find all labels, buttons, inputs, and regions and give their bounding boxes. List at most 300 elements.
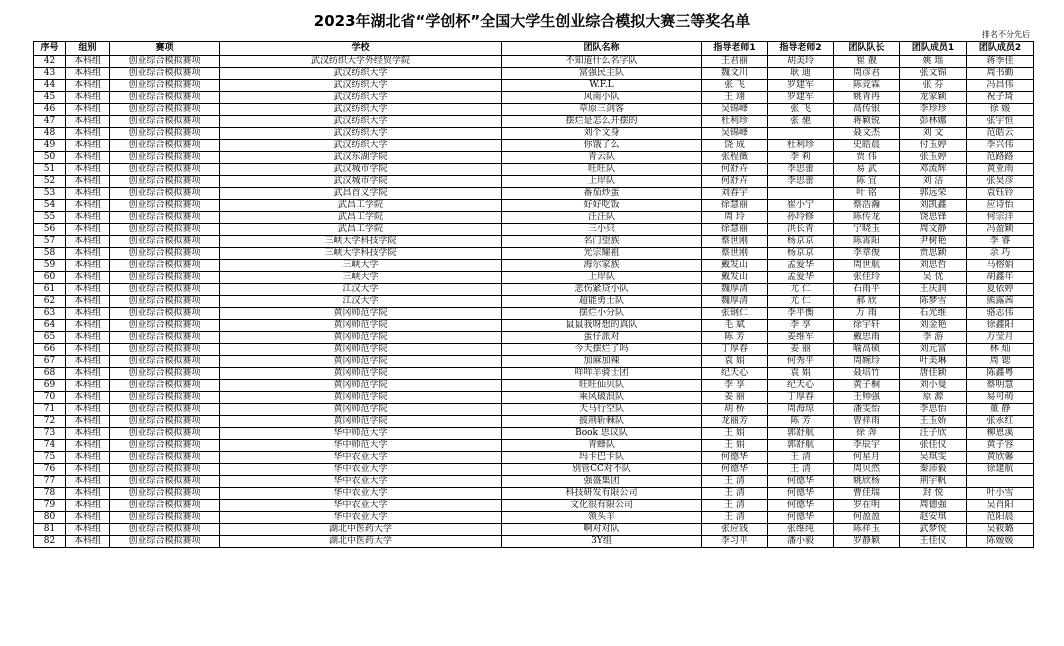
index-cell: 78 (34, 488, 66, 500)
index-cell: 46 (34, 104, 66, 116)
group-cell: 本科组 (66, 344, 110, 356)
captain-cell: 崔 靓 (834, 56, 900, 68)
table-row (34, 260, 1034, 272)
advisor-2-cell: 李平衡 (768, 308, 834, 320)
team-name-cell: 你饿了么 (502, 140, 702, 152)
group-cell: 本科组 (66, 368, 110, 380)
header-cell-team-name: 团队名称 (502, 42, 702, 56)
table-row (34, 200, 1034, 212)
member-1-cell: 李思怡 (900, 404, 967, 416)
team-name-cell: 天马行空队 (502, 404, 702, 416)
advisor-1-cell: 戴发山 (702, 272, 768, 284)
event-cell: 创业综合模拟赛项 (110, 452, 220, 464)
advisor-1-cell: 王君丽 (702, 56, 768, 68)
member-2-cell: 周 锶 (967, 356, 1034, 368)
captain-cell: 罗静颖 (834, 536, 900, 548)
index-cell: 59 (34, 260, 66, 272)
event-cell: 创业综合模拟赛项 (110, 416, 220, 428)
group-cell: 本科组 (66, 152, 110, 164)
advisor-2-cell: 丁厚春 (768, 392, 834, 404)
advisor-2-cell: 罗建军 (768, 92, 834, 104)
group-cell: 本科组 (66, 452, 110, 464)
member-1-cell: 原 源 (900, 392, 967, 404)
advisor-2-cell: 郭舒航 (768, 428, 834, 440)
advisor-2-cell: 姜 丽 (768, 344, 834, 356)
captain-cell: 陈竞霖 (834, 80, 900, 92)
table-row (34, 476, 1034, 488)
header-cell-advisor-1: 指导老师1 (702, 42, 768, 56)
advisor-2-cell: 耿 迪 (768, 68, 834, 80)
team-name-cell: 不知道什么名字队 (502, 56, 702, 68)
table-row (34, 368, 1034, 380)
advisor-2-cell (768, 188, 834, 200)
advisor-1-cell: 张程薇 (702, 152, 768, 164)
table-row (34, 56, 1034, 68)
advisor-2-cell: 崔小宁 (768, 200, 834, 212)
team-name-cell: 上岸队 (502, 272, 702, 284)
school-cell: 武昌工学院 (220, 224, 502, 236)
team-name-cell: 海尔家族 (502, 260, 702, 272)
captain-cell: 蒋颖锐 (834, 116, 900, 128)
advisor-2-cell: 王 清 (768, 452, 834, 464)
captain-cell: 陈祥玉 (834, 524, 900, 536)
captain-cell: 史皓晨 (834, 140, 900, 152)
index-cell: 68 (34, 368, 66, 380)
member-1-cell: 张佳仪 (900, 440, 967, 452)
event-cell: 创业综合模拟赛项 (110, 404, 220, 416)
table-row (34, 140, 1034, 152)
advisor-1-cell: 王 娟 (702, 440, 768, 452)
captain-cell: 张佳玲 (834, 272, 900, 284)
team-name-cell: 科技研发有限公司 (502, 488, 702, 500)
member-2-cell: 徐建航 (967, 464, 1034, 476)
advisor-2-cell: 纪天心 (768, 380, 834, 392)
event-cell: 创业综合模拟赛项 (110, 308, 220, 320)
event-cell: 创业综合模拟赛项 (110, 56, 220, 68)
group-cell: 本科组 (66, 320, 110, 332)
index-cell: 74 (34, 440, 66, 452)
table-header-row (34, 42, 1034, 56)
member-2-cell: 张昊彦 (967, 176, 1034, 188)
advisor-2-cell: 尤 仁 (768, 284, 834, 296)
ranking-note: 排名不分先后 (982, 30, 1030, 39)
team-name-cell: 旺旺仙贝队 (502, 380, 702, 392)
advisor-2-cell: 何德华 (768, 512, 834, 524)
index-cell: 76 (34, 464, 66, 476)
advisor-1-cell: 陈 芳 (702, 332, 768, 344)
member-2-cell: 黄亚雨 (967, 164, 1034, 176)
event-cell: 创业综合模拟赛项 (110, 476, 220, 488)
index-cell: 57 (34, 236, 66, 248)
event-cell: 创业综合模拟赛项 (110, 368, 220, 380)
school-cell: 武汉城市学院 (220, 164, 502, 176)
member-2-cell: 陈嫒媛 (967, 536, 1034, 548)
captain-cell: 贾 伟 (834, 152, 900, 164)
captain-cell: 李辰宇 (834, 440, 900, 452)
group-cell: 本科组 (66, 212, 110, 224)
team-name-cell: 三小只 (502, 224, 702, 236)
advisor-2-cell: 张 驰 (768, 116, 834, 128)
advisor-2-cell: 何德华 (768, 476, 834, 488)
advisor-2-cell: 姜维军 (768, 332, 834, 344)
school-cell: 武汉东湖学院 (220, 152, 502, 164)
team-name-cell: 今天摆烂了吗 (502, 344, 702, 356)
table-row (34, 464, 1034, 476)
member-2-cell: 蒋季佳 (967, 56, 1034, 68)
member-1-cell: 刘 洁 (900, 176, 967, 188)
group-cell: 本科组 (66, 104, 110, 116)
captain-cell: 周彦君 (834, 68, 900, 80)
event-cell: 创业综合模拟赛项 (110, 80, 220, 92)
advisor-2-cell: 王 清 (768, 464, 834, 476)
advisor-2-cell: 杨京京 (768, 236, 834, 248)
school-cell: 三峡大学科技学院 (220, 236, 502, 248)
captain-cell: 陈霄阳 (834, 236, 900, 248)
advisor-1-cell: 张钢仁 (702, 308, 768, 320)
event-cell: 创业综合模拟赛项 (110, 344, 220, 356)
school-cell: 武汉纺织大学 (220, 92, 502, 104)
advisor-2-cell: 罗建军 (768, 80, 834, 92)
header-cell-member-2: 团队成员2 (967, 42, 1034, 56)
table-row (34, 380, 1034, 392)
member-2-cell: 林 灿 (967, 344, 1034, 356)
school-cell: 江汉大学 (220, 284, 502, 296)
member-1-cell: 李 游 (900, 332, 967, 344)
team-name-cell: 上岸队 (502, 176, 702, 188)
group-cell: 本科组 (66, 356, 110, 368)
event-cell: 创业综合模拟赛项 (110, 92, 220, 104)
member-2-cell: 袁钰铃 (967, 188, 1034, 200)
index-cell: 51 (34, 164, 66, 176)
advisor-1-cell: 纪天心 (702, 368, 768, 380)
member-2-cell: 陈鑫粤 (967, 368, 1034, 380)
event-cell: 创业综合模拟赛项 (110, 128, 220, 140)
captain-cell: 叶 铭 (834, 188, 900, 200)
header-cell-captain: 团队队长 (834, 42, 900, 56)
table-row (34, 536, 1034, 548)
captain-cell: 潘雯怡 (834, 404, 900, 416)
captain-cell: 曹佳瑞 (834, 488, 900, 500)
captain-cell: 周贝然 (834, 464, 900, 476)
event-cell: 创业综合模拟赛项 (110, 380, 220, 392)
event-cell: 创业综合模拟赛项 (110, 116, 220, 128)
table-row (34, 404, 1034, 416)
school-cell: 黄冈师范学院 (220, 344, 502, 356)
group-cell: 本科组 (66, 536, 110, 548)
event-cell: 创业综合模拟赛项 (110, 200, 220, 212)
member-1-cell: 汪子欣 (900, 428, 967, 440)
school-cell: 黄冈师范学院 (220, 368, 502, 380)
group-cell: 本科组 (66, 236, 110, 248)
member-1-cell: 封 悦 (900, 488, 967, 500)
member-2-cell: 范路路 (967, 152, 1034, 164)
group-cell: 本科组 (66, 464, 110, 476)
event-cell: 创业综合模拟赛项 (110, 512, 220, 524)
event-cell: 创业综合模拟赛项 (110, 464, 220, 476)
event-cell: 创业综合模拟赛项 (110, 188, 220, 200)
member-2-cell: 蔡明慧 (967, 380, 1034, 392)
event-cell: 创业综合模拟赛项 (110, 332, 220, 344)
member-2-cell: 范皓云 (967, 128, 1034, 140)
table-row (34, 188, 1034, 200)
event-cell: 创业综合模拟赛项 (110, 224, 220, 236)
index-cell: 73 (34, 428, 66, 440)
member-2-cell: 胡鑫年 (967, 272, 1034, 284)
school-cell: 黄冈师范学院 (220, 416, 502, 428)
advisor-1-cell: 何舒卉 (702, 164, 768, 176)
member-1-cell: 彭林娜 (900, 116, 967, 128)
event-cell: 创业综合模拟赛项 (110, 152, 220, 164)
captain-cell: 陈传龙 (834, 212, 900, 224)
team-name-cell: 3Y组 (502, 536, 702, 548)
index-cell: 50 (34, 152, 66, 164)
member-2-cell: 张永红 (967, 416, 1034, 428)
team-name-cell: 咩咩羊骑士团 (502, 368, 702, 380)
team-name-cell: 摆烂小分队 (502, 308, 702, 320)
school-cell: 湖北中医药大学 (220, 524, 502, 536)
member-2-cell: 易可萌 (967, 392, 1034, 404)
table-row (34, 224, 1034, 236)
captain-cell: 曾祥雨 (834, 416, 900, 428)
member-2-cell: 万莹月 (967, 332, 1034, 344)
advisor-2-cell: 张维纯 (768, 524, 834, 536)
index-cell: 47 (34, 116, 66, 128)
member-2-cell: 熊露茜 (967, 296, 1034, 308)
advisor-1-cell: 魏厚清 (702, 284, 768, 296)
index-cell: 58 (34, 248, 66, 260)
school-cell: 武汉纺织大学外经贸学院 (220, 56, 502, 68)
event-cell: 创业综合模拟赛项 (110, 524, 220, 536)
captain-cell: 戴思雨 (834, 332, 900, 344)
team-name-cell: 领头羊 (502, 512, 702, 524)
member-1-cell: 秦沛毅 (900, 464, 967, 476)
member-1-cell: 叶美琳 (900, 356, 967, 368)
table-row (34, 488, 1034, 500)
member-2-cell: 吴筱璐 (967, 524, 1034, 536)
school-cell: 江汉大学 (220, 296, 502, 308)
school-cell: 华中农业大学 (220, 488, 502, 500)
member-2-cell: 吴肖阳 (967, 500, 1034, 512)
header-cell-advisor-2: 指导老师2 (768, 42, 834, 56)
advisor-1-cell: 刘春宇 (702, 188, 768, 200)
index-cell: 62 (34, 296, 66, 308)
school-cell: 武汉城市学院 (220, 176, 502, 188)
table-row (34, 428, 1034, 440)
advisor-1-cell: 李习平 (702, 536, 768, 548)
member-2-cell: 骆志伟 (967, 308, 1034, 320)
member-1-cell: 刘金艳 (900, 320, 967, 332)
advisor-2-cell: 杜利珍 (768, 140, 834, 152)
group-cell: 本科组 (66, 68, 110, 80)
group-cell: 本科组 (66, 248, 110, 260)
event-cell: 创业综合模拟赛项 (110, 392, 220, 404)
team-name-cell: 悲伤紧贷小队 (502, 284, 702, 296)
team-name-cell: 光宗耀祖 (502, 248, 702, 260)
school-cell: 华中师范大学 (220, 428, 502, 440)
member-2-cell: 徐鑫阳 (967, 320, 1034, 332)
event-cell: 创业综合模拟赛项 (110, 164, 220, 176)
advisor-2-cell: 何德华 (768, 488, 834, 500)
member-1-cell: 武梦悦 (900, 524, 967, 536)
team-name-cell: 超能勇士队 (502, 296, 702, 308)
captain-cell: 陈 宜 (834, 176, 900, 188)
group-cell: 本科组 (66, 440, 110, 452)
member-1-cell: 赵安琪 (900, 512, 967, 524)
school-cell: 黄冈师范学院 (220, 404, 502, 416)
group-cell: 本科组 (66, 188, 110, 200)
team-name-cell: 文化很有限公司 (502, 500, 702, 512)
member-2-cell: 李 睿 (967, 236, 1034, 248)
member-2-cell: 徐 媛 (967, 104, 1034, 116)
school-cell: 华中农业大学 (220, 452, 502, 464)
team-name-cell: 汪汪队 (502, 212, 702, 224)
member-1-cell: 李珍珍 (900, 104, 967, 116)
advisor-2-cell: 李 享 (768, 320, 834, 332)
advisor-1-cell: 何德华 (702, 464, 768, 476)
index-cell: 64 (34, 320, 66, 332)
captain-cell: 蔡浩瀚 (834, 200, 900, 212)
index-cell: 70 (34, 392, 66, 404)
group-cell: 本科组 (66, 92, 110, 104)
member-1-cell: 龙家颖 (900, 92, 967, 104)
advisor-2-cell: 李 莉 (768, 152, 834, 164)
advisor-2-cell: 杨京京 (768, 248, 834, 260)
captain-cell: 何盈盈 (834, 512, 900, 524)
index-cell: 71 (34, 404, 66, 416)
school-cell: 黄冈师范学院 (220, 308, 502, 320)
captain-cell: 罗在明 (834, 500, 900, 512)
advisor-1-cell: 李 享 (702, 380, 768, 392)
group-cell: 本科组 (66, 296, 110, 308)
member-1-cell: 周德强 (900, 500, 967, 512)
group-cell: 本科组 (66, 392, 110, 404)
advisor-2-cell: 郭舒航 (768, 440, 834, 452)
table-row (34, 212, 1034, 224)
advisor-2-cell: 袁 娟 (768, 368, 834, 380)
school-cell: 黄冈师范学院 (220, 332, 502, 344)
team-name-cell: 旺旺队 (502, 164, 702, 176)
index-cell: 66 (34, 344, 66, 356)
team-name-cell: 鼠鼠我呀想的真队 (502, 320, 702, 332)
group-cell: 本科组 (66, 56, 110, 68)
member-2-cell: 黄子容 (967, 440, 1034, 452)
team-name-cell: 刘个文身 (502, 128, 702, 140)
member-1-cell: 刘小曼 (900, 380, 967, 392)
school-cell: 三峡大学科技学院 (220, 248, 502, 260)
team-name-cell: 别管CC对不队 (502, 464, 702, 476)
event-cell: 创业综合模拟赛项 (110, 68, 220, 80)
member-1-cell: 吴 优 (900, 272, 967, 284)
member-2-cell: 马榕娟 (967, 260, 1034, 272)
advisor-1-cell: 徐慧丽 (702, 224, 768, 236)
advisor-2-cell (768, 128, 834, 140)
team-name-cell: Book 思议队 (502, 428, 702, 440)
group-cell: 本科组 (66, 512, 110, 524)
table-row (34, 344, 1034, 356)
member-2-cell: 周书勤 (967, 68, 1034, 80)
event-cell: 创业综合模拟赛项 (110, 212, 220, 224)
member-2-cell: 余 巧 (967, 248, 1034, 260)
table-row (34, 524, 1034, 536)
captain-cell: 李章俊 (834, 248, 900, 260)
index-cell: 52 (34, 176, 66, 188)
member-1-cell: 荆宇帆 (900, 476, 967, 488)
index-cell: 56 (34, 224, 66, 236)
index-cell: 43 (34, 68, 66, 80)
advisor-1-cell: 魏厚清 (702, 296, 768, 308)
event-cell: 创业综合模拟赛项 (110, 140, 220, 152)
member-1-cell: 付玉婷 (900, 140, 967, 152)
advisor-1-cell: 王 翊 (702, 92, 768, 104)
advisor-1-cell: 丁厚春 (702, 344, 768, 356)
member-1-cell: 张文锦 (900, 68, 967, 80)
advisor-1-cell: 王 清 (702, 512, 768, 524)
event-cell: 创业综合模拟赛项 (110, 356, 220, 368)
member-2-cell: 冯昌伟 (967, 80, 1034, 92)
school-cell: 武昌首义学院 (220, 188, 502, 200)
group-cell: 本科组 (66, 128, 110, 140)
advisor-2-cell: 何秀平 (768, 356, 834, 368)
event-cell: 创业综合模拟赛项 (110, 488, 220, 500)
member-1-cell: 周文静 (900, 224, 967, 236)
table-row (34, 284, 1034, 296)
event-cell: 创业综合模拟赛项 (110, 296, 220, 308)
table-row (34, 92, 1034, 104)
advisor-1-cell: 龙丽芳 (702, 416, 768, 428)
index-cell: 61 (34, 284, 66, 296)
advisor-2-cell: 洪长青 (768, 224, 834, 236)
table-row (34, 176, 1034, 188)
school-cell: 华中农业大学 (220, 512, 502, 524)
captain-cell: 周世航 (834, 260, 900, 272)
captain-cell: 徐宇轩 (834, 320, 900, 332)
advisor-1-cell: 何舒卉 (702, 176, 768, 188)
advisor-2-cell: 张 飞 (768, 104, 834, 116)
group-cell: 本科组 (66, 284, 110, 296)
table-row (34, 296, 1034, 308)
team-name-cell: 草原三剑客 (502, 104, 702, 116)
advisor-1-cell: 徐慧丽 (702, 200, 768, 212)
member-1-cell: 陈梦雪 (900, 296, 967, 308)
school-cell: 武汉纺织大学 (220, 104, 502, 116)
advisor-2-cell: 李思蕾 (768, 164, 834, 176)
index-cell: 72 (34, 416, 66, 428)
team-name-cell: 名门望族 (502, 236, 702, 248)
event-cell: 创业综合模拟赛项 (110, 260, 220, 272)
advisor-1-cell: 毛 斌 (702, 320, 768, 332)
index-cell: 53 (34, 188, 66, 200)
event-cell: 创业综合模拟赛项 (110, 428, 220, 440)
index-cell: 48 (34, 128, 66, 140)
member-2-cell: 祝子琦 (967, 92, 1034, 104)
advisor-1-cell: 吴锦峰 (702, 104, 768, 116)
captain-cell: 周婉玲 (834, 356, 900, 368)
table-row (34, 452, 1034, 464)
member-1-cell: 贾思颖 (900, 248, 967, 260)
group-cell: 本科组 (66, 272, 110, 284)
advisor-2-cell: 周海琼 (768, 404, 834, 416)
advisor-1-cell: 吴锦峰 (702, 128, 768, 140)
index-cell: 55 (34, 212, 66, 224)
team-name-cell: 蛋仔派对 (502, 332, 702, 344)
team-name-cell: 番茄炒蛋 (502, 188, 702, 200)
captain-cell: 万 雨 (834, 308, 900, 320)
captain-cell: 聂文杰 (834, 128, 900, 140)
group-cell: 本科组 (66, 476, 110, 488)
advisor-1-cell: 饶 成 (702, 140, 768, 152)
advisor-2-cell: 孟爱华 (768, 272, 834, 284)
advisor-1-cell: 胡 桥 (702, 404, 768, 416)
